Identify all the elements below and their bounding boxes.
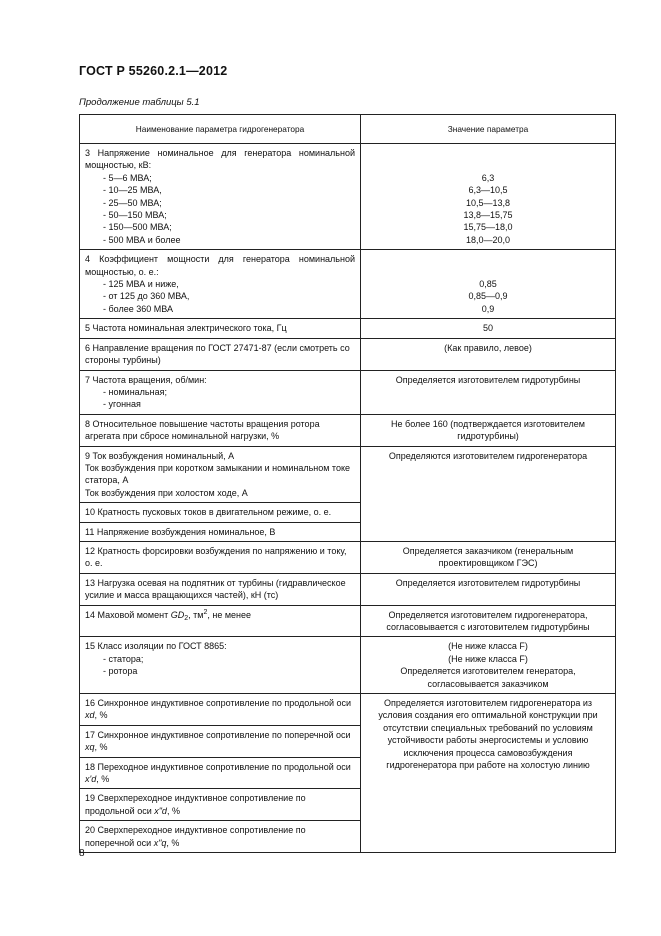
- parameter-cell: [80, 637, 361, 694]
- list-item: - номинальная;: [103, 386, 167, 397]
- value-cell: [361, 144, 616, 250]
- value-text: Определяется заказчиком (генеральным проектировщиком ГЭС): [361, 541, 616, 573]
- value-text: Определяется изготовителем гидротурбины: [361, 370, 616, 414]
- table-row: [80, 319, 616, 338]
- list-item: - ротора: [103, 666, 138, 677]
- table-row: [80, 250, 616, 319]
- parameter-text: Ток возбуждения при холостом ходе, А: [85, 487, 248, 498]
- value-text: Не более 160 (подтверждается изготовителем гидротурбины): [361, 414, 616, 446]
- parameter-cell: [80, 725, 361, 757]
- suffix-text: , %: [166, 805, 180, 816]
- list-item: - статора;: [103, 653, 144, 664]
- parameter-text: Ток возбуждения при коротком замыкании и номинальном токе статора, А: [85, 462, 350, 486]
- parameter-cell: [80, 446, 361, 503]
- parameter-cell: [80, 605, 361, 637]
- suffix-text: , %: [96, 774, 110, 785]
- value-text: 13,8—15,75: [463, 210, 513, 221]
- value-text: Определяется изготовителем генератора, согласовывается заказчиком: [400, 666, 576, 689]
- symbol: xd: [85, 710, 95, 721]
- table-row: [80, 694, 616, 726]
- list-item: - 5—6 МВА;: [103, 172, 152, 183]
- value-text: (Как правило, левое): [361, 338, 616, 370]
- parameter-text: 5 Частота номинальная электрического тока, Гц: [80, 319, 361, 338]
- list-item: - 150—500 МВА;: [103, 222, 172, 233]
- subscript: 2: [184, 614, 189, 622]
- table-row: [80, 446, 616, 503]
- list-item: - 25—50 МВА;: [103, 197, 162, 208]
- table-row: [80, 414, 616, 446]
- table-row: [80, 605, 616, 637]
- value-text: 0,85: [479, 279, 497, 290]
- value-cell: [361, 250, 616, 319]
- suffix-text: , %: [94, 710, 108, 721]
- column-header-value: Значение параметра: [361, 115, 616, 144]
- symbol: x"q: [153, 837, 167, 848]
- table-row: [80, 541, 616, 573]
- parameter-text: 16 Синхронное индуктивное сопротивление по продольной оси: [85, 698, 352, 709]
- symbol: GD: [170, 609, 185, 620]
- symbol: x'd: [85, 774, 97, 785]
- table-header-row: [80, 115, 616, 144]
- parameter-text: 3 Напряжение номинальное для генератора номинальной мощностью, кВ:: [85, 148, 355, 171]
- parameter-text: 8 Относительное повышение частоты вращения ротора агрегата при сбросе номинальной нагрузки, %: [80, 414, 361, 446]
- parameter-cell: [80, 789, 361, 821]
- parameter-text: 20 Сверхпереходное индуктивное сопротивление по поперечной оси: [85, 825, 306, 848]
- table-row: [80, 573, 616, 605]
- list-item: - от 125 до 360 МВА,: [103, 291, 190, 302]
- list-item: - угонная: [103, 399, 141, 410]
- table-row: [80, 144, 616, 250]
- value-cell: [361, 637, 616, 694]
- symbol: x"d: [154, 805, 167, 816]
- list-item: - 10—25 МВА,: [103, 185, 162, 196]
- suffix-text: , %: [166, 837, 180, 848]
- suffix-text: , %: [94, 742, 108, 753]
- page-number: 8: [79, 848, 85, 859]
- parameter-cell: [80, 821, 361, 853]
- parameter-text: 17 Синхронное индуктивное сопротивление по поперечной оси: [85, 729, 351, 740]
- parameter-text: 4 Коэффициент мощности для генератора номинальной мощностью, о. е.:: [85, 254, 355, 277]
- value-text: 18,0—20,0: [465, 234, 511, 245]
- superscript: 2: [203, 608, 208, 616]
- parameter-text: 6 Направление вращения по ГОСТ 27471-87 (если смотреть со стороны турбины): [80, 338, 361, 370]
- parameter-cell: [80, 250, 361, 319]
- table-row: [80, 338, 616, 370]
- document-header: ГОСТ Р 55260.2.1—2012: [79, 64, 228, 78]
- table-continuation-caption: Продолжение таблицы 5.1: [79, 97, 200, 108]
- value-text: (Не ниже класса F): [448, 641, 528, 652]
- symbol: xq: [85, 742, 95, 753]
- unit-text: , тм: [188, 609, 204, 620]
- parameter-text: 9 Ток возбуждения номинальный, А: [85, 450, 235, 461]
- value-text: 0,85—0,9: [468, 291, 508, 302]
- list-item: - более 360 МВА: [103, 303, 173, 314]
- parameter-text: 14 Маховой момент: [85, 609, 171, 620]
- value-text: Определяется изготовителем гидротурбины: [361, 573, 616, 605]
- parameter-text: 7 Частота вращения, об/мин:: [85, 374, 207, 385]
- value-text: Определяется изготовителем гидрогенератора, согласовывается с изготовителем гидротурбины: [361, 605, 616, 637]
- value-text: 15,75—18,0: [463, 222, 513, 233]
- parameter-text: 19 Сверхпереходное индуктивное сопротивление по продольной оси: [85, 793, 306, 816]
- parameter-text: 10 Кратность пусковых токов в двигательном режиме, о. е.: [80, 503, 361, 522]
- table-row: [80, 370, 616, 414]
- parameter-cell: [80, 370, 361, 414]
- list-item: - 50—150 МВА;: [103, 210, 167, 221]
- suffix-text: , не менее: [207, 609, 251, 620]
- parameter-text: 13 Нагрузка осевая на подпятник от турбины (гидравлическое усилие и масса вращающихся частей), кН (тс): [80, 573, 361, 605]
- parameters-table: [79, 114, 616, 853]
- parameter-cell: [80, 144, 361, 250]
- parameter-cell: [80, 757, 361, 789]
- value-text: 10,5—13,8: [465, 197, 511, 208]
- value-text: 6,3—10,5: [468, 185, 508, 196]
- value-text: Определяются изготовителем гидрогенератора: [361, 446, 616, 541]
- parameter-text: 12 Кратность форсировки возбуждения по напряжению и току, о. е.: [80, 541, 361, 573]
- value-text: (Не ниже класса F): [448, 653, 528, 664]
- value-text: 0,9: [481, 303, 495, 314]
- list-item: - 500 МВА и более: [103, 234, 181, 245]
- value-text: Определяется изготовителем гидрогенератора из условия создания его оптимальной конструкции при отсутствии специальных требований по условиям устойчивости работы энергосистемы и условию исключения процесса самовозбуждения гидрогенератора при работе на холостую линию: [361, 694, 616, 853]
- value-text: 50: [361, 319, 616, 338]
- parameter-text: 18 Переходное индуктивное сопротивление по продольной оси: [85, 761, 351, 772]
- parameter-text: 15 Класс изоляции по ГОСТ 8865:: [85, 641, 227, 652]
- parameter-text: 11 Напряжение возбуждения номинальное, В: [80, 522, 361, 541]
- list-item: - 125 МВА и ниже,: [103, 279, 179, 290]
- table-row: [80, 637, 616, 694]
- value-text: 6,3: [481, 172, 495, 183]
- column-header-parameter: Наименование параметра гидрогенератора: [80, 115, 361, 144]
- parameter-cell: [80, 694, 361, 726]
